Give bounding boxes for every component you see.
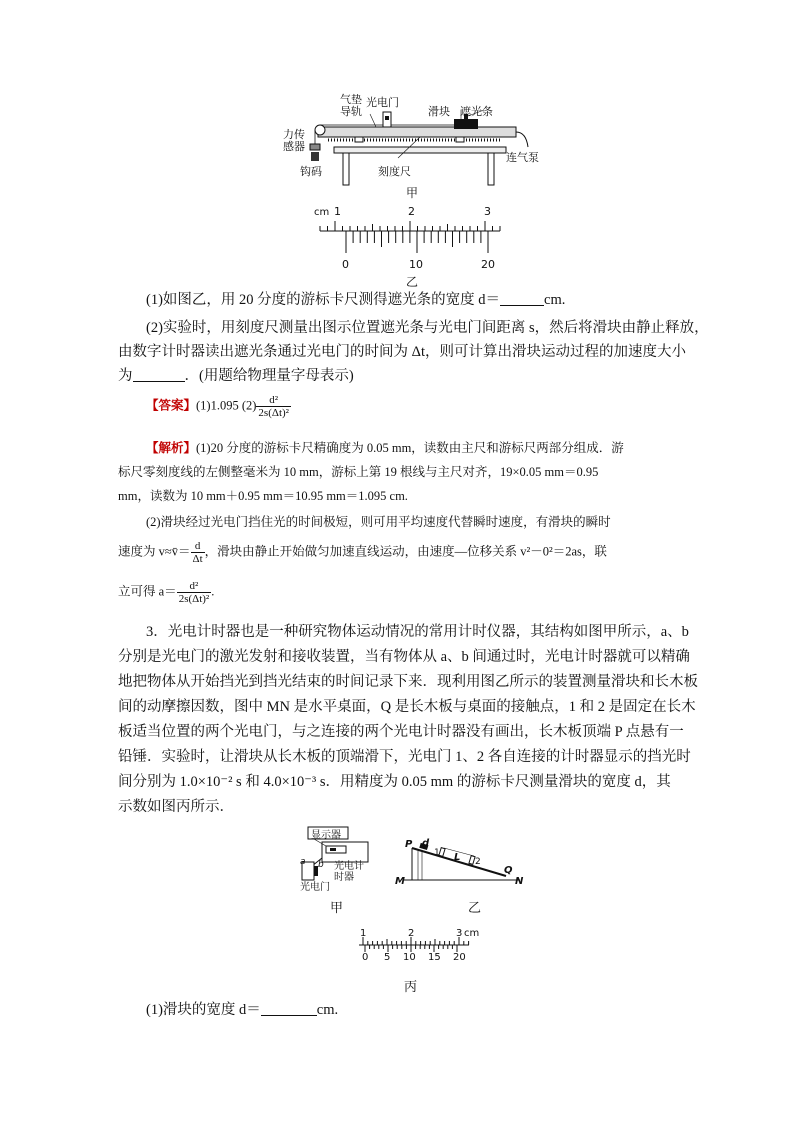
q3-line5: 板适当位置的两个光电门，与之连接的两个光电计时器没有画出，长木板顶端 P 点悬有一 [118,724,684,740]
vernier2-main-2: 2 [408,928,415,939]
table-leg-left [343,153,349,185]
label-photogate: 光电门 [366,96,399,109]
label-hook-weight: 钩码 [300,165,322,178]
label-gate: 光电门 [300,882,330,893]
vernier2-vern-20: 20 [453,952,466,963]
pulley [315,125,325,135]
main-scale-ticks [320,221,500,231]
question-2-line2: 由数字计时器读出遮光条通过光电门的时间为 Δt，则可计算出滑块运动过程的加速度大小 [118,344,686,360]
vernier1-vern-20: 20 [481,258,495,271]
figure2-caption-jia: 甲 [330,901,344,916]
label-timer: 光电计 时器 [334,861,364,883]
vernier1-main-2: 2 [408,205,415,218]
vernier1-unit: cm [314,207,330,218]
label-P: P [405,839,413,850]
analysis-line5: 速度为 v≈v̄＝ $\frac{d}{\Delta t}$ ，滑块由静止开始做匀加速直线运动，由速度—位移关系 v²－0²＝2as，联 [118,540,607,565]
vernier1-main-1: 1 [334,205,341,218]
analysis-line1: 【解析】(1)20 分度的游标卡尺精确度为 0.05 mm，读数由主尺和游标尺两部分组成．游 [146,441,624,455]
vernier-scale-ticks [346,231,488,253]
label-shade-strip: 遮光条 [460,105,493,118]
q3-line6: 铅锤．实验时，让滑块从长木板的顶端滑下，光电门 1、2 各自连接的计时器显示的挡光时 [118,749,691,765]
figure-caption-bing: 丙 [404,980,418,995]
answer-blank-a[interactable] [133,367,185,382]
label-a: a [300,857,306,867]
vernier1-main-3: 3 [484,205,491,218]
air-rail [318,127,516,137]
label-air-pump: 连气泵 [506,151,539,164]
label-b: b [318,860,324,870]
label-Q: Q [504,865,513,876]
label-N: N [515,876,524,887]
analysis-line2: 标尺零刻度线的左侧整毫米为 10 mm，游标上第 19 根线与主尺对齐，19×0.05 mm＝0.95 [118,465,599,479]
q3-line1: 3．光电计时器也是一种研究物体运动情况的常用计时仪器，其结构如图甲所示，a、b [146,624,689,640]
main-scale-ticks-2 [363,937,469,945]
label-d: d [422,838,430,849]
answer-line: 【答案】(1)1.095 (2) $\frac{\text{d²}}{\text{2s(Δt)²}}$ [146,394,289,419]
vernier2-vern-0: 0 [362,952,369,963]
vernier2-vern-5: 5 [384,952,391,963]
q3-line3: 地把物体从开始挡光到挡光结束的时间记录下来．现利用图乙所示的装置测量滑块和长木板 [118,674,698,690]
vernier2-main-3: 3 [456,928,463,939]
figure-caption-yi: 乙 [406,275,419,289]
vernier2-vern-15: 15 [428,952,441,963]
vernier2-unit: cm [464,928,480,939]
label-slider: 滑块 [428,105,450,118]
vernier2-main-1: 1 [360,928,367,939]
analysis-line4: (2)滑块经过光电门挡住光的时间极短，则可用平均速度代替瞬时速度，有滑块的瞬时 [146,515,611,529]
q3-line4: 间的动摩擦因数，图中 MN 是水平桌面，Q 是长木板与桌面的接触点，1 和 2 是固定在长木 [118,699,696,715]
label-gate2: 2 [475,857,481,867]
label-M: M [395,876,405,887]
force-sensor [310,144,320,150]
label-gate1: 1 [434,848,440,858]
answer-blank-d2[interactable] [261,1001,317,1016]
vernier-scale-ticks-2 [365,945,457,952]
q3-line7: 间分别为 1.0×10⁻² s 和 4.0×10⁻³ s．用精度为 0.05 mm 的游标卡尺测量滑块的宽度 d，其 [118,774,671,790]
q3-part1: (1)滑块的宽度 d＝ cm. [146,1002,339,1018]
analysis-line3: mm，读数为 10 mm＋0.95 mm＝10.95 mm＝1.095 cm. [118,489,408,503]
vernier1-vern-10: 10 [409,258,423,271]
label-display: 显示器 [311,830,341,841]
answer-fraction: $\frac{\text{d²}}{\text{2s(Δt)²}}$ [258,394,289,419]
question-2-line3: 为 ．(用题给物理量字母表示) [118,368,354,384]
label-L: L [454,852,461,863]
question-2-line1: (2)实验时，用刻度尺测量出图示位置遮光条与光电门间距离 s，然后将滑块由静止释放， [146,320,709,336]
label-force-sensor: 力传 感器 [283,128,305,153]
label-air-rail: 气垫 导轨 [340,93,362,118]
figure2-caption-yi: 乙 [468,901,482,916]
answer-blank-d[interactable] [500,291,544,306]
vernier2-vern-10: 10 [403,952,416,963]
q3-line8: 示数如图丙所示． [118,799,234,815]
question-1: (1)如图乙，用 20 分度的游标卡尺测得遮光条的宽度 d＝ cm. [146,292,566,308]
figure-caption-jia: 甲 [406,186,419,200]
analysis-line6: 立可得 a＝ $\frac{\text{d²}}{\text{2s(Δt)²}}$ . [118,580,215,605]
vernier1-vern-0: 0 [342,258,349,271]
incline-diagram [396,834,526,894]
slider-block [454,119,478,129]
hook-weight [311,152,319,161]
label-ruler: 刻度尺 [378,165,411,178]
table-leg-right [488,153,494,185]
q3-line2: 分别是光电门的激光发射和接收装置，当有物体从 a、b 间通过时，光电计时器就可以精确 [118,649,690,665]
table-top [334,147,506,153]
